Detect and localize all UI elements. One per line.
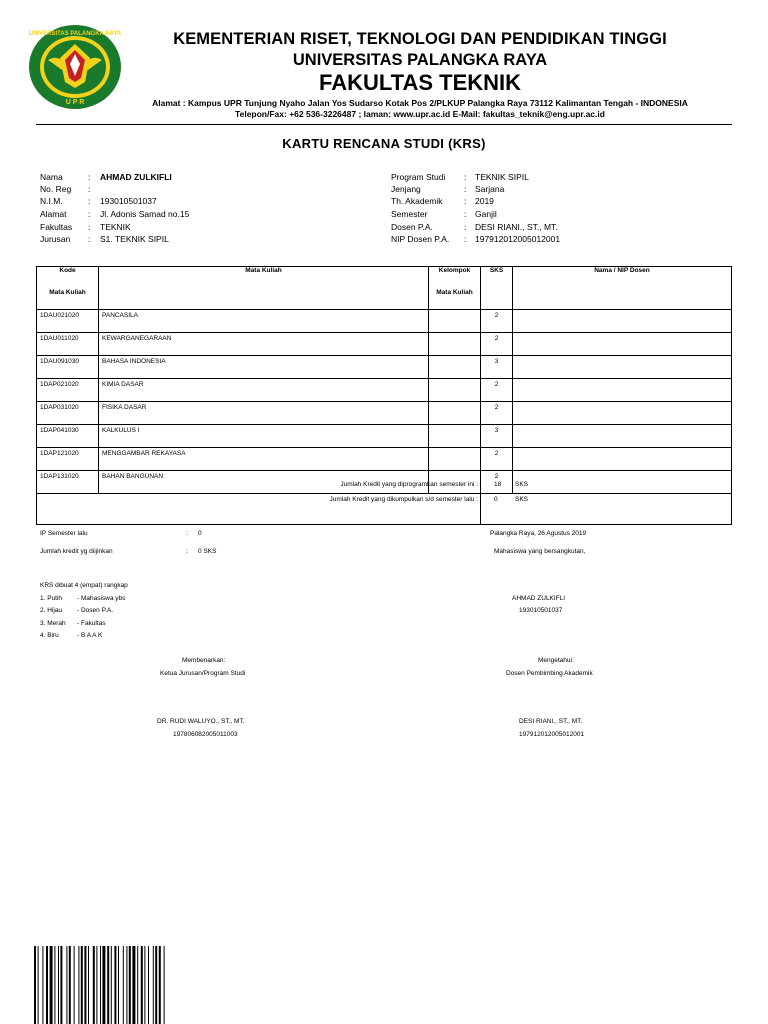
summary-label-total: Jumlah Kredit yang dikumpulkan s/d semester lalu :	[329, 496, 478, 503]
barcode-bar	[126, 946, 127, 1024]
col-dosen: Nama / NIP Dosen	[513, 267, 732, 310]
membenarkan-label: Membenarkan:	[182, 657, 226, 664]
barcode-bar	[118, 946, 119, 1024]
header-divider	[36, 124, 732, 125]
barcode-bar	[132, 946, 135, 1024]
summary-label-semester: Jumlah Kredit yang diprogramkan semester ini :	[340, 481, 478, 488]
copy-4-no: 4. Biru	[40, 632, 59, 639]
university-logo	[28, 24, 122, 110]
barcode-bar	[123, 946, 124, 1024]
ministry-name: KEMENTERIAN RISET, TEKNOLOGI DAN PENDIDIKAN TINGGI	[173, 30, 667, 48]
table-row: 1DAU021020 PANCASILA 2	[37, 310, 732, 333]
barcode-bar	[78, 946, 79, 1024]
copy-3-to: - Fakultas	[77, 620, 106, 627]
university-name: UNIVERSITAS PALANGKA RAYA	[292, 51, 548, 69]
barcode-bar	[155, 946, 157, 1024]
table-row: 1DAP031020 FISIKA DASAR 2	[37, 402, 732, 425]
copy-1-no: 1. Putih	[40, 595, 63, 602]
barcode-bar	[107, 946, 109, 1024]
summary-unit-semester: SKS	[515, 481, 529, 488]
copy-1-to: - Mahasiswa ybs	[77, 595, 126, 602]
student-sign-nim: 193010501037	[519, 607, 563, 614]
barcode-bar	[66, 946, 67, 1024]
barcode-bar	[129, 946, 131, 1024]
barcode-bar	[88, 946, 89, 1024]
copy-4-to: - B A A K	[77, 632, 103, 639]
barcode-bar	[50, 946, 53, 1024]
barcode	[34, 946, 202, 1024]
barcode-bar	[42, 946, 43, 1024]
kredit-colon: :	[186, 548, 188, 555]
table-header-row	[37, 267, 732, 310]
pa-nip: 197912012005012001	[519, 731, 585, 738]
barcode-bar	[96, 946, 97, 1024]
ip-value: 0	[198, 530, 202, 537]
barcode-bar	[54, 946, 55, 1024]
barcode-bar	[102, 946, 105, 1024]
ip-colon: :	[186, 530, 188, 537]
barcode-bar	[34, 946, 36, 1024]
mahasiswa-label: Mahasiswa yang bersangkutan,	[494, 548, 586, 555]
logo-bottom-text: U P R	[65, 99, 85, 106]
copy-2-no: 2. Hijau	[40, 607, 63, 614]
logo-ring-text: UNIVERSITAS PALANGKA RAYA	[28, 31, 122, 37]
barcode-bar	[69, 946, 71, 1024]
col-kelompok: Kelompok Mata Kuliah	[429, 267, 481, 310]
address-line: Alamat : Kampus UPR Tunjung Nyaho Jalan Yos Sudarso Kotak Pos 2/PLKUP Palangka Raya 73112 Kalimantan Tengah - INDONESIA	[152, 98, 688, 108]
table-row: 1DAP041030 KALKULUS I 3	[37, 425, 732, 448]
barcode-bar	[164, 946, 165, 1024]
ketua-nip: 197806082005011003	[173, 731, 238, 738]
dosen-pembimbing-title: Dosen Pembimbing Akademik	[506, 670, 593, 677]
kredit-value: 0 SKS	[198, 548, 217, 555]
summary-value-total: 0	[494, 496, 498, 503]
table-row: 1DAP021020 KIMIA DASAR 2	[37, 379, 732, 402]
barcode-bar	[144, 946, 145, 1024]
col-sks: SKS	[481, 267, 513, 310]
barcode-bar	[46, 946, 48, 1024]
table-row: 1DAP131020 BAHAN BANGUNAN 2	[37, 471, 732, 494]
ketua-name: DR. RUDI WALUYO., ST., MT.	[157, 718, 245, 725]
col-mata-kuliah: Mata Kuliah	[99, 267, 429, 310]
barcode-bar	[81, 946, 83, 1024]
copy-2-to: - Dosen P.A.	[77, 607, 114, 614]
barcode-bar	[93, 946, 95, 1024]
student-name: AHMAD ZULKIFLI	[100, 172, 172, 182]
krs-note: KRS dibuat 4 (empat) rangkap	[40, 582, 128, 589]
ketua-title: Ketua Jurusan/Program Studi	[160, 670, 246, 677]
student-sign-name: AHMAD ZULKIFLI	[512, 595, 566, 602]
kredit-label: Jumlah kredit yg diijinkan	[40, 548, 113, 555]
barcode-bar	[111, 946, 112, 1024]
ip-label: IP Semester lalu	[40, 530, 88, 537]
barcode-bar	[100, 946, 101, 1024]
summary-value-semester: 18	[494, 481, 502, 488]
barcode-bar	[74, 946, 75, 1024]
barcode-bar	[58, 946, 59, 1024]
contact-line: Telepon/Fax: +62 536-3226487 ; laman: www.upr.ac.id E-Mail: fakultas_teknik@eng.upr.ac.id	[235, 109, 605, 119]
mengetahui-label: Mengetahui:	[538, 657, 574, 664]
barcode-bar	[60, 946, 62, 1024]
document-title: KARTU RENCANA STUDI (KRS)	[282, 136, 486, 151]
pa-name: DESI RIANI., ST., MT.	[519, 718, 583, 725]
faculty-name: FAKULTAS TEKNIK	[318, 70, 522, 95]
col-kode: Kode Mata Kuliah	[37, 267, 99, 310]
barcode-bar	[137, 946, 138, 1024]
copy-3-no: 3. Merah	[40, 620, 66, 627]
barcode-bar	[114, 946, 116, 1024]
table-row: 1DAU091030 BAHASA INDONESIA 3	[37, 356, 732, 379]
summary-unit-total: SKS	[515, 496, 529, 503]
table-row: 1DAU011020 KEWARGANEGARAAN 2	[37, 333, 732, 356]
table-row: 1DAP121020 MENGGAMBAR REKAYASA 2	[37, 448, 732, 471]
barcode-bar	[153, 946, 154, 1024]
place-date: Palangka Raya, 26 Agustus 2019	[490, 530, 587, 537]
barcode-bar	[148, 946, 149, 1024]
barcode-bar	[84, 946, 86, 1024]
barcode-bar	[38, 946, 39, 1024]
barcode-bar	[141, 946, 143, 1024]
barcode-bar	[159, 946, 161, 1024]
